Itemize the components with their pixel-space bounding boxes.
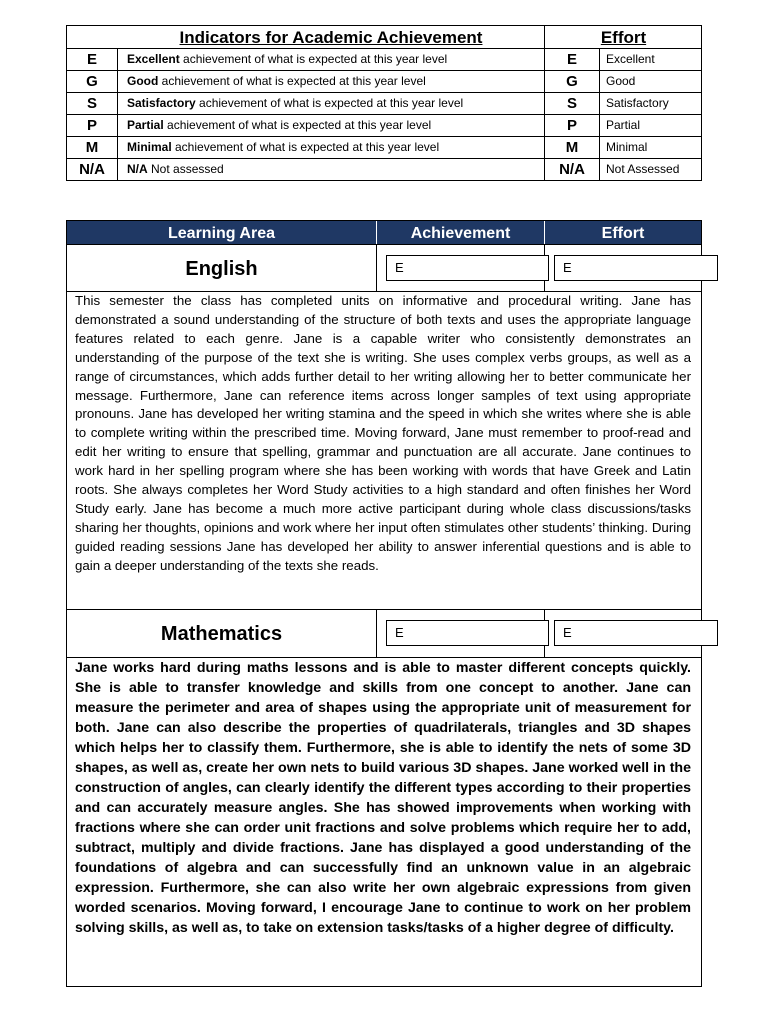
achievement-description: N/A Not assessed <box>127 162 224 176</box>
mathematics-achievement-field[interactable]: E <box>386 620 549 646</box>
mathematics-subject: Mathematics <box>160 623 283 645</box>
effort-code: G <box>566 73 578 90</box>
effort-label: Not Assessed <box>606 162 680 176</box>
indicators-title: Indicators for Academic Achievement <box>179 28 483 47</box>
effort-title: Effort <box>600 28 647 47</box>
effort-label: Good <box>606 74 636 88</box>
effort-code: P <box>566 117 577 134</box>
effort-code: M <box>565 139 579 156</box>
achievement-description: Satisfactory achievement of what is expected at this year level <box>127 96 464 110</box>
achievement-code: E <box>86 51 97 68</box>
mathematics-comment: Jane works hard during maths lessons and is able to master different concepts quickly. She is able to transfer knowledge and skills from one concept to another. Jane can measure the perimeter and area of shapes using the appropriate unit of measurement for both. Jane can also describe the properties of quadrilaterals, triangles and 3D shapes which helps her to classify them. Furthermore, she is able to identify the nets of some 3D shapes, as well as, create her own nets to build various 3D shapes. Jane worked well in the construction of angles, can clearly identify the different types according to their properties and can accurately measure angles. She has showed improvements when working with fractions where she can order unit fractions and solve problems which require her to add, subtract, multiply and divide fractions. Jane has displayed a good understanding of the foundations of algebra and can successfully find an unknown value in an algebraic expression. Furthermore, she can also write her own algebraic expressions from given worded scenarios. Moving forward, I encourage Jane to continue to work on her problem solving skills, as well as, to take on extension tasks/tasks of a higher degree of difficulty. <box>75 660 691 936</box>
effort-label: Satisfactory <box>606 96 669 110</box>
english-achievement-field[interactable]: E <box>386 255 549 281</box>
effort-code: S <box>566 95 577 112</box>
effort-label: Minimal <box>606 140 648 154</box>
column-divider <box>376 244 377 291</box>
achievement-description: Minimal achievement of what is expected at this year level <box>127 140 440 154</box>
english-comment: This semester the class has completed units on informative and procedural writing. Jane has demonstrated a sound understanding of the structure of both texts and uses the appropriate language features related to each genre. Jane is a capable writer who consistently demonstrates an understanding of the purpose of the text she is writing. She uses complex verbs groups, as well as a range of circumstances, which adds further detail to her writing allowing her to better communicate her message. Furthermore, Jane can reference items across longer samples of text using appropriate pronouns. Jane has developed her writing stamina and the speed in which she writes where she is able to complete writing within the prescribed time. Moving forward, Jane must remember to proof-read and edit her writing to ensure that spelling, grammar and punctuation are all accurate. Jane continues to work hard in her spelling program where she has been working with words that have Greek and Latin roots. She always completes her Word Study activities to a high standard and often finishes her Word Study early. Jane has become a much more active participant during whole class discussions/tasks sharing her thoughts, opinions and work where her input often stimulates other students’ thinking. During guided reading sessions Jane has developed her ability to answer inferential questions and is able to gain a deeper understanding of the texts she reads. <box>75 293 691 573</box>
effort-heading: Effort <box>601 225 645 242</box>
mathematics-effort-field[interactable]: E <box>554 620 718 646</box>
english-effort-field[interactable]: E <box>554 255 718 281</box>
indicators-table <box>66 25 702 181</box>
achievement-code: M <box>85 139 99 156</box>
effort-label: Excellent <box>606 52 655 66</box>
achievement-code: P <box>86 117 97 134</box>
header-divider <box>376 221 377 244</box>
achievement-description: Partial achievement of what is expected at this year level <box>127 118 432 132</box>
achievement-description: Good achievement of what is expected at this year level <box>127 74 426 88</box>
header-divider <box>544 221 545 244</box>
effort-label: Partial <box>606 118 641 132</box>
learning-area-heading: Learning Area <box>168 225 275 242</box>
achievement-code: S <box>86 95 97 112</box>
english-subject: English <box>185 258 258 280</box>
achievement-code: N/A <box>79 161 105 178</box>
effort-code: E <box>566 51 577 68</box>
achievement-code: G <box>86 73 98 90</box>
achievement-heading: Achievement <box>410 225 511 242</box>
learning-area-table <box>66 220 702 987</box>
achievement-description: Excellent achievement of what is expected at this year level <box>127 52 448 66</box>
effort-code: N/A <box>559 161 585 178</box>
column-divider <box>376 609 377 657</box>
learning-area-header <box>67 221 701 244</box>
